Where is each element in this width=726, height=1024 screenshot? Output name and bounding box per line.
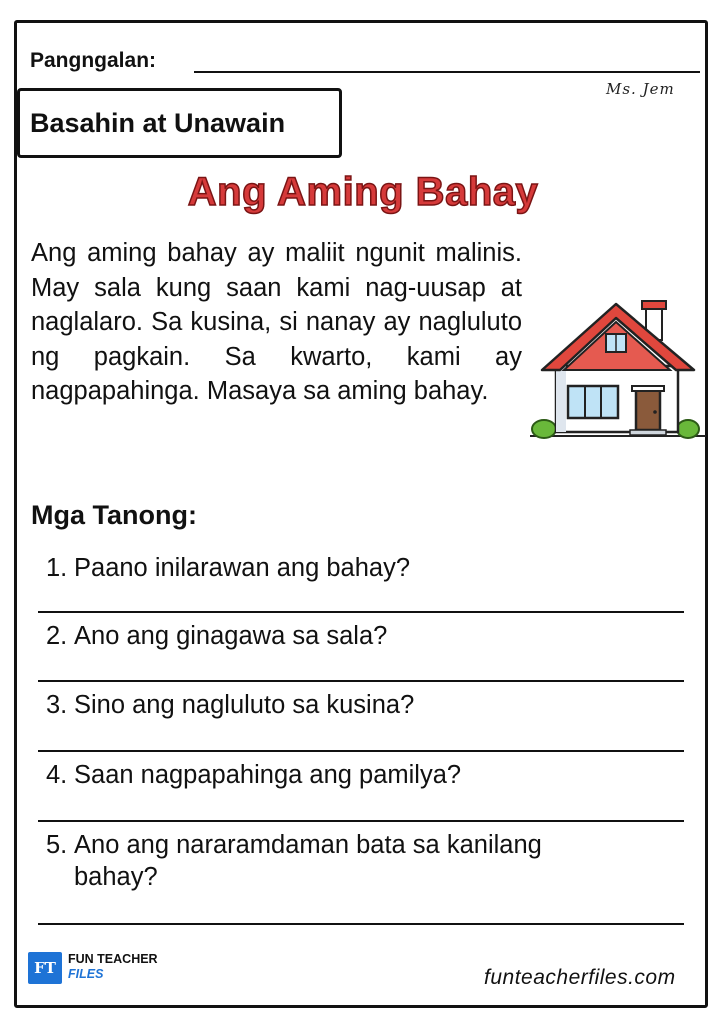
answer-line-3[interactable]: [38, 750, 684, 752]
question-2: [46, 620, 387, 652]
story-passage: Ang aming bahay ay maliit ngunit malinis. May sala kung saan kami nag-uusap at naglalaro. Sa kusina, si nanay ay nagluluto ng pagkain. Sa kwarto, kami ay nagpapahinga. Masaya sa aming bahay.: [31, 239, 522, 405]
house-icon: [528, 296, 708, 444]
question-number: 5.: [46, 831, 68, 859]
brand-logo: [28, 952, 158, 984]
question-text: Saan nagpapahinga ang pamilya?: [74, 761, 462, 789]
wall-shade: [556, 366, 566, 432]
bush-right: [677, 420, 699, 438]
question-number: 2.: [46, 622, 68, 650]
questions-heading: Mga Tanong:: [31, 500, 197, 530]
question-number: 4.: [46, 761, 68, 789]
section-title: Basahin at Unawain: [30, 107, 286, 138]
question-text: Ano ang nararamdaman bata sa kanilang bahay?: [74, 831, 542, 891]
answer-line-4[interactable]: [38, 820, 684, 822]
answer-line-1[interactable]: [38, 611, 684, 613]
chimney-cap: [642, 301, 666, 309]
story-title: Ang Aming Bahay: [187, 170, 539, 214]
answer-line-2[interactable]: [38, 680, 684, 682]
door: [636, 390, 660, 430]
section-title-box: [17, 88, 342, 158]
logo-line-2: FILES: [68, 967, 104, 981]
website-link[interactable]: funteacherfiles.com: [484, 966, 676, 989]
logo-line-1: FUN TEACHER: [68, 952, 158, 966]
question-number: 1.: [46, 554, 68, 582]
teacher-signature: Ms. Jem: [606, 80, 675, 98]
front-step: [630, 430, 666, 435]
logo-text: [68, 952, 158, 982]
question-5: [46, 829, 564, 893]
logo-badge: FT: [28, 952, 62, 984]
question-text: Ano ang ginagawa sa sala?: [74, 622, 388, 650]
question-text: Sino ang nagluluto sa kusina?: [74, 691, 415, 719]
question-3: [46, 689, 414, 721]
question-1: [46, 552, 410, 584]
name-label: Pangngalan:: [30, 49, 157, 72]
answer-line-5[interactable]: [38, 923, 684, 925]
name-answer-line[interactable]: [194, 71, 700, 73]
question-4: [46, 759, 461, 791]
bush-left: [532, 420, 556, 438]
question-text: Paano inilarawan ang bahay?: [74, 554, 411, 582]
front-window: [568, 386, 618, 418]
question-number: 3.: [46, 691, 68, 719]
